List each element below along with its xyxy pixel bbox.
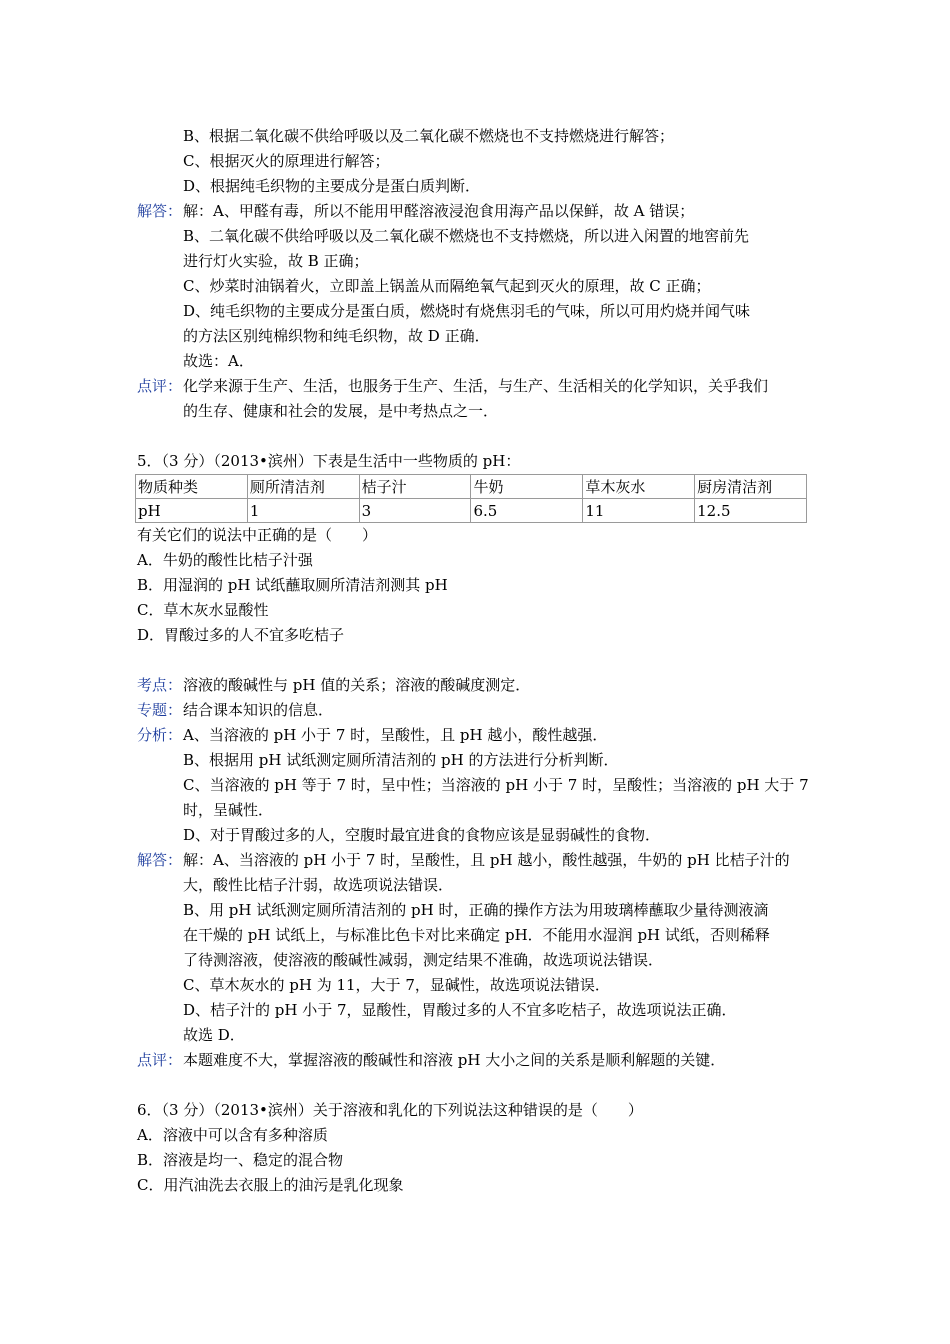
- q5-answer-line: 大，酸性比桔子汁弱，故选项说法错误．: [183, 876, 454, 894]
- table-cell: 草木灰水: [583, 475, 695, 499]
- table-cell: 11: [583, 499, 695, 523]
- table-cell: 6.5: [471, 499, 583, 523]
- q5-option-b: B．用湿润的 pH 试纸蘸取厕所清洁剂测其 pH: [137, 576, 448, 594]
- q4-answer-line: 的方法区别纯棉织物和纯毛织物，故 D 正确．: [183, 327, 490, 345]
- q4-comment-line: 的生存、健康和社会的发展，是中考热点之一．: [183, 402, 499, 420]
- q5-answer-line: B、用 pH 试纸测定厕所清洁剂的 pH 时，正确的操作方法为用玻璃棒蘸取少量待测液滴: [183, 901, 769, 919]
- q5-fenxi-line: C、当溶液的 pH 等于 7 时，呈中性；当溶液的 pH 小于 7 时，呈酸性；当溶液的 pH 大于 7: [183, 776, 809, 794]
- q5-answer-line: D、桔子汁的 pH 小于 7，显酸性，胃酸过多的人不宜多吃桔子，故选项说法正确．: [183, 1001, 737, 1019]
- q4-answer-line: 故选：A．: [183, 352, 254, 370]
- table-cell: pH: [136, 499, 248, 523]
- table-cell: 厕所清洁剂: [247, 475, 359, 499]
- q5-fenxi-line: A、当溶液的 pH 小于 7 时，呈酸性，且 pH 越小，酸性越强．: [183, 726, 608, 744]
- q4-analysis-line: B、根据二氧化碳不供给呼吸以及二氧化碳不燃烧也不支持燃烧进行解答；: [183, 127, 675, 145]
- q4-comment-line: 化学来源于生产、生活，也服务于生产、生活，与生产、生活相关的化学知识，关乎我们: [183, 377, 769, 395]
- q5-fenxi-line: B、根据用 pH 试纸测定厕所清洁剂的 pH 的方法进行分析判断．: [183, 751, 619, 769]
- q5-fenxi-label: 分析：: [137, 726, 183, 744]
- q4-answer-line: D、纯毛织物的主要成分是蛋白质，燃烧时有烧焦羽毛的气味，所以可用灼烧并闻气味: [183, 302, 751, 320]
- q5-option-c: C．草木灰水显酸性: [137, 601, 269, 619]
- q6-option-b: B．溶液是均一、稳定的混合物: [137, 1151, 344, 1169]
- q4-analysis-line: C、根据灭火的原理进行解答；: [183, 152, 390, 170]
- q4-answer-line: 进行灯火实验，故 B 正确；: [183, 252, 369, 270]
- q5-answer-label: 解答：: [137, 851, 183, 869]
- q5-option-a: A．牛奶的酸性比桔子汁强: [137, 551, 313, 569]
- q4-comment-label: 点评：: [137, 377, 183, 395]
- q6-stem: 6．（3 分）（2013•滨州）关于溶液和乳化的下列说法这种错误的是（ ）: [137, 1101, 643, 1119]
- q4-answer-line: B、二氧化碳不供给呼吸以及二氧化碳不燃烧也不支持燃烧，所以进入闲置的地窖前先: [183, 227, 750, 245]
- q5-fenxi-line: D、对于胃酸过多的人，空腹时最宜进食的食物应该是显弱碱性的食物．: [183, 826, 661, 844]
- q5-comment: 本题难度不大，掌握溶液的酸碱性和溶液 pH 大小之间的关系是顺利解题的关键．: [183, 1051, 726, 1069]
- q4-answer-label: 解答：: [137, 202, 183, 220]
- q5-zhuanti: 结合课本知识的信息．: [183, 701, 334, 719]
- q5-answer-line: 解：A、当溶液的 pH 小于 7 时，呈酸性，且 pH 越小，酸性越强，牛奶的 pH 比桔子汁的: [183, 851, 790, 869]
- table-cell: 桔子汁: [359, 475, 471, 499]
- q5-zhuanti-label: 专题：: [137, 701, 183, 719]
- ph-table: [135, 474, 807, 523]
- q6-option-a: A．溶液中可以含有多种溶质: [137, 1126, 328, 1144]
- q5-answer-line: 了待测溶液，使溶液的酸碱性减弱，测定结果不准确，故选项说法错误．: [183, 951, 664, 969]
- q5-answer-line: C、草木灰水的 pH 为 11，大于 7，显碱性，故选项说法错误．: [183, 976, 610, 994]
- table-cell: 3: [359, 499, 471, 523]
- q5-kaodian: 溶液的酸碱性与 pH 值的关系；溶液的酸碱度测定．: [183, 676, 531, 694]
- table-header-row: [136, 475, 807, 499]
- table-cell: 厨房清洁剂: [695, 475, 807, 499]
- q5-answer-line: 在干燥的 pH 试纸上，与标准比色卡对比来确定 pH．不能用水湿润 pH 试纸，否则稀释: [183, 926, 770, 944]
- q5-question: 有关它们的说法中正确的是（ ）: [137, 526, 378, 544]
- q5-fenxi-line: 时，呈碱性．: [183, 801, 274, 819]
- q6-option-c: C．用汽油洗去衣服上的油污是乳化现象: [137, 1176, 404, 1194]
- q4-answer-line: 解：A、甲醛有毒，所以不能用甲醛溶液浸泡食用海产品以保鲜，故 A 错误；: [183, 202, 695, 220]
- table-row: [136, 499, 807, 523]
- table-cell: 1: [247, 499, 359, 523]
- q5-kaodian-label: 考点：: [137, 676, 183, 694]
- q4-analysis-line: D、根据纯毛织物的主要成分是蛋白质判断．: [183, 177, 481, 195]
- q5-option-d: D．胃酸过多的人不宜多吃桔子: [137, 626, 345, 644]
- q5-stem: 5．（3 分）（2013•滨州）下表是生活中一些物质的 pH：: [137, 452, 521, 470]
- q4-answer-line: C、炒菜时油锅着火，立即盖上锅盖从而隔绝氧气起到灭火的原理，故 C 正确；: [183, 277, 711, 295]
- table-cell: 12.5: [695, 499, 807, 523]
- q5-comment-label: 点评：: [137, 1051, 183, 1069]
- q5-answer-line: 故选 D．: [183, 1026, 245, 1044]
- table-cell: 物质种类: [136, 475, 248, 499]
- table-cell: 牛奶: [471, 475, 583, 499]
